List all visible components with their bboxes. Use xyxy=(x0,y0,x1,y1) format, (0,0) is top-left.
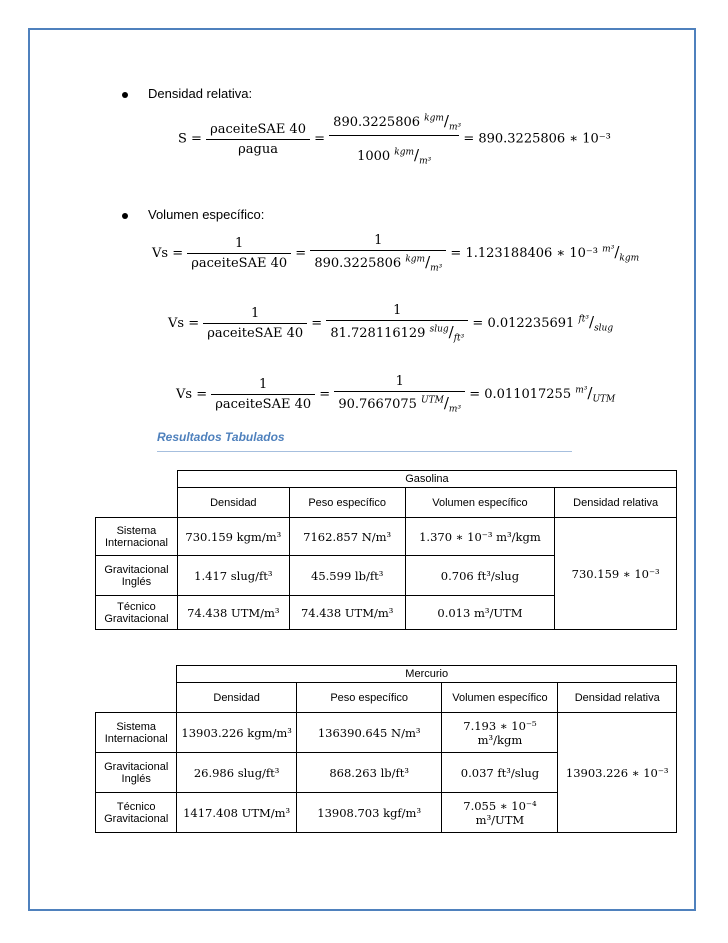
eq-rho-fraction xyxy=(206,122,310,157)
den-value: 1000 xyxy=(357,148,391,164)
eq-equals: = xyxy=(314,131,326,147)
section-title: Resultados Tabulados xyxy=(157,430,285,444)
eq-value-fraction xyxy=(329,112,462,167)
equation-vs-english: Vs = $\frac{1}{\text{ρaceiteSAE 40}}$ = $\frac{1}{81.728116129 ^{slug}/_{ft^3}}$ = 0.012235691 $^{ft^3}/_{slug}$ xyxy=(168,303,614,344)
res-unit-bottom: kgm xyxy=(619,253,640,264)
results-table-gasolina xyxy=(95,470,677,630)
eq-result: = 890.3225806 ∗ 10⁻³ xyxy=(463,131,611,147)
eq-result: = 0.012235691 xyxy=(472,315,575,331)
bullet-dot-icon xyxy=(122,92,128,98)
den-unit-bottom: m³ xyxy=(448,404,462,415)
cell-volume: 7.055 ∗ 10⁻⁴ m³/UTM xyxy=(442,793,558,833)
bullet-volume-label: Volumen específico: xyxy=(148,207,265,222)
eq-equals: = xyxy=(319,386,331,402)
eq-one: 1 xyxy=(259,376,268,392)
res-unit-top: m³ xyxy=(575,385,588,396)
eq-rho-num: ρaceiteSAE 40 xyxy=(210,121,306,137)
cell-relative-density: 730.159 ∗ 10⁻³ xyxy=(555,518,677,630)
den-unit-top: kgm xyxy=(394,147,415,158)
eq-lhs: S = xyxy=(178,131,202,147)
eq-rho: ρaceiteSAE 40 xyxy=(211,394,315,412)
eq-one: 1 xyxy=(251,305,260,321)
cell-volume: 1.370 ∗ 10⁻³ m³/kgm xyxy=(405,518,555,556)
equation-relative-density xyxy=(178,112,611,166)
column-header: Densidad xyxy=(177,683,296,713)
eq-value-den: 81.728116129 $^{slug}/_{ft^3}$ xyxy=(326,320,468,344)
cell-volume: 0.706 ft³/slug xyxy=(405,556,555,596)
eq-value-den: 1000 $^{kgm}/_{m^3}$ xyxy=(329,135,459,167)
cell-density: 730.159 kgm/m³ xyxy=(177,518,289,556)
column-header: Densidad relativa xyxy=(558,683,677,713)
eq-value-fraction xyxy=(326,303,468,344)
eq-value-den: 90.7667075 $^{UTM}/_{m^3}$ xyxy=(334,391,465,415)
row-system-label: Sistema Internacional xyxy=(96,518,178,556)
bullet-dot-icon xyxy=(122,213,128,219)
eq-rho: ρaceiteSAE 40 xyxy=(203,323,307,341)
eq-rho-fraction xyxy=(187,236,291,271)
bullet-volume xyxy=(122,207,264,222)
eq-lhs: Vs = xyxy=(176,386,208,402)
cell-density: 74.438 UTM/m³ xyxy=(177,596,289,630)
row-system-label: Gravitacional Inglés xyxy=(96,556,178,596)
cell-density: 26.986 slug/ft³ xyxy=(177,753,296,793)
cell-volume: 7.193 ∗ 10⁻⁵ m³/kgm xyxy=(442,713,558,753)
column-header: Densidad relativa xyxy=(555,488,677,518)
eq-result: = 0.011017255 xyxy=(469,386,572,402)
eq-equals: = xyxy=(295,245,307,261)
eq-result: = 1.123188406 ∗ 10⁻³ xyxy=(450,245,599,261)
equation-vs-si: Vs = $\frac{1}{\text{ρaceiteSAE 40}}$ = $\frac{1}{890.3225806 ^{kgm}/_{m^3}}$ = 1.123188406 ∗ 10⁻³ $^{m^3}/_{kgm}$ xyxy=(152,233,640,274)
cell-relative-density: 13903.226 ∗ 10⁻³ xyxy=(558,713,677,833)
cell-density: 13903.226 kgm/m³ xyxy=(177,713,296,753)
cell-volume: 0.037 ft³/slug xyxy=(442,753,558,793)
cell-weight: 868.263 lb/ft³ xyxy=(296,753,442,793)
bullet-density-label: Densidad relativa: xyxy=(148,86,253,101)
res-unit-bottom: slug xyxy=(594,323,614,334)
num-unit-top: kgm xyxy=(424,113,444,124)
column-header: Volumen específico xyxy=(442,683,558,713)
equation-vs-technical: Vs = $\frac{1}{\text{ρaceiteSAE 40}}$ = $\frac{1}{90.7667075 ^{UTM}/_{m^3}}$ = 0.011017255 $^{m^3}/_{UTM}$ xyxy=(176,374,616,415)
cell-weight: 13908.703 kgf/m³ xyxy=(296,793,442,833)
cell-density: 1.417 slug/ft³ xyxy=(177,556,289,596)
den-unit-bottom: ft³ xyxy=(453,333,465,344)
num-value: 890.3225806 xyxy=(333,115,421,130)
den-value: 81.728116129 xyxy=(330,326,426,341)
table-corner xyxy=(96,666,177,713)
eq-value-num: 890.3225806 $^{kgm}/_{m^3}$ xyxy=(333,112,462,133)
row-system-label: Gravitacional Inglés xyxy=(96,753,177,793)
eq-lhs: Vs = xyxy=(152,245,184,261)
den-value: 90.7667075 xyxy=(338,397,417,412)
eq-one: 1 xyxy=(235,235,244,251)
table-fluid-header: Gasolina xyxy=(177,471,676,488)
cell-weight: 45.599 lb/ft³ xyxy=(289,556,405,596)
cell-weight: 136390.645 N/m³ xyxy=(296,713,442,753)
eq-rho-den: ρagua xyxy=(206,139,310,157)
eq-lhs: Vs = xyxy=(168,315,200,331)
column-header: Volumen específico xyxy=(405,488,555,518)
table-fluid-header: Mercurio xyxy=(177,666,677,683)
eq-one: 1 xyxy=(395,374,404,389)
den-unit-top: kgm xyxy=(405,254,426,265)
eq-value-fraction xyxy=(334,374,465,415)
eq-equals: = xyxy=(311,315,323,331)
eq-one: 1 xyxy=(393,303,402,318)
res-unit-top: m³ xyxy=(602,244,615,255)
cell-density: 1417.408 UTM/m³ xyxy=(177,793,296,833)
eq-rho-fraction xyxy=(211,377,315,412)
eq-rho: ρaceiteSAE 40 xyxy=(187,253,291,271)
cell-weight: 7162.857 N/m³ xyxy=(289,518,405,556)
table-corner xyxy=(96,471,178,518)
den-unit-top: UTM xyxy=(421,395,444,406)
res-unit-top: ft³ xyxy=(578,314,589,325)
row-system-label: Sistema Internacional xyxy=(96,713,177,753)
den-unit-bottom: m³ xyxy=(419,156,432,167)
column-header: Peso específico xyxy=(289,488,405,518)
res-unit-bottom: UTM xyxy=(592,394,616,405)
cell-volume: 0.013 m³/UTM xyxy=(405,596,555,630)
column-header: Densidad xyxy=(177,488,289,518)
eq-value-den: 890.3225806 $^{kgm}/_{m^3}$ xyxy=(310,250,446,274)
row-system-label: Técnico Gravitacional xyxy=(96,793,177,833)
cell-weight: 74.438 UTM/m³ xyxy=(289,596,405,630)
section-divider xyxy=(157,451,572,452)
num-unit-bottom: m³ xyxy=(448,122,462,133)
eq-rho-fraction xyxy=(203,306,307,341)
den-unit-top: slug xyxy=(429,324,449,335)
bullet-density xyxy=(122,86,252,101)
row-system-label: Técnico Gravitacional xyxy=(96,596,178,630)
results-table-mercurio xyxy=(95,665,677,833)
eq-value-fraction xyxy=(310,233,446,274)
den-unit-bottom: m³ xyxy=(430,263,443,274)
den-value: 890.3225806 xyxy=(314,256,402,271)
column-header: Peso específico xyxy=(296,683,442,713)
eq-one: 1 xyxy=(374,233,383,248)
